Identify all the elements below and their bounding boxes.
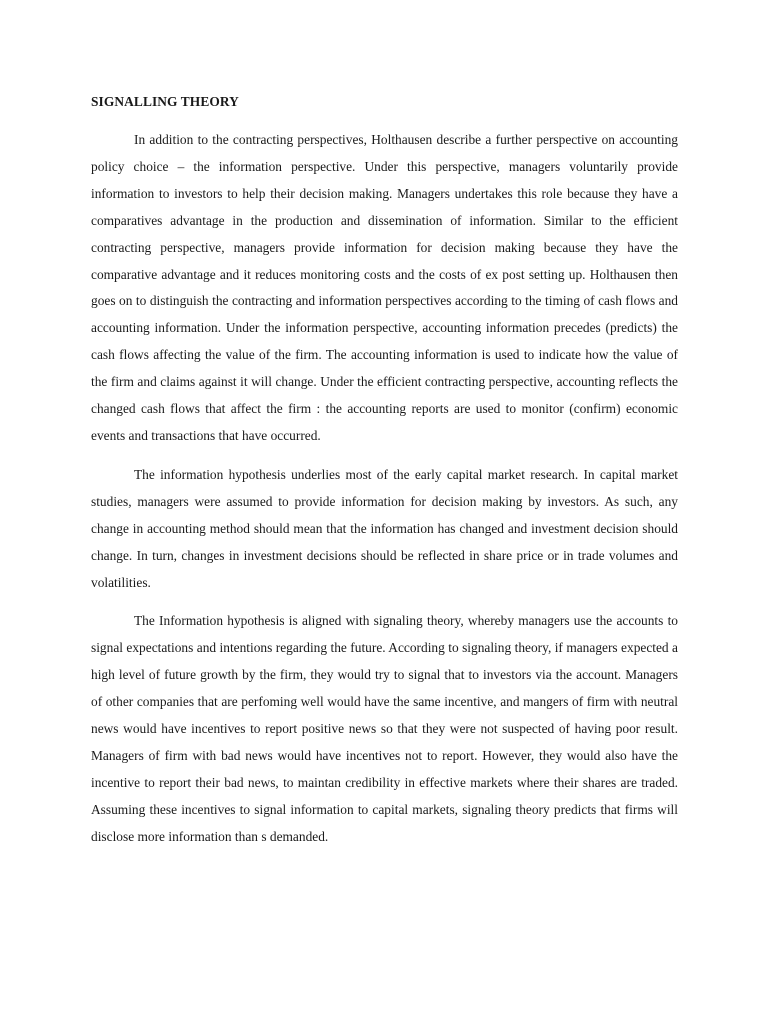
paragraph-contracting-perspectives: In addition to the contracting perspectives, Holthausen describe a further perspective on accounting policy choice – the information perspective. Under this perspective, managers voluntarily provide information to investors to help their decision making. Managers undertakes this role because they have a comparatives advantage in the production and dissemination of information. Similar to the efficient contracting perspective, managers provide information for decision making because they have the comparative advantage and it reduces monitoring costs and the costs of ex post setting up. Holthausen then goes on to distinguish the contracting and information perspectives according to the timing of cash flows and accounting information. Under the information perspective, accounting information precedes (predicts) the cash flows affecting the value of the firm. The accounting information is used to indicate how the value of the firm and claims against it will change. Under the efficient contracting perspective, accounting reflects the changed cash flows that affect the firm : the accounting reports are used to monitor (confirm) economic events and transactions that have occurred. <box>91 132 678 443</box>
document-title: SIGNALLING THEORY <box>91 94 239 109</box>
paragraph-information-hypothesis: The information hypothesis underlies most of the early capital market research. In capital market studies, managers were assumed to provide information for decision making by investors. As such, any change in accounting method should mean that the information has changed and investment decision should change. In turn, changes in investment decisions should be reflected in share price or in trade volumes and volatilities. <box>91 466 678 590</box>
document-body <box>91 92 678 863</box>
paragraph-signaling-theory: The Information hypothesis is aligned with signaling theory, whereby managers use the accounts to signal expectations and intentions regarding the future. According to signaling theory, if managers expected a high level of future growth by the firm, they would try to signal that to investors via the account. Managers of other companies that are perfoming well would have the same incentive, and mangers of firm with neutral news would have incentives to report positive news so that they were not suspected of having poor result. Managers of firm with bad news would have incentives not to report. However, they would also have the incentive to report their bad news, to maintan credibility in effective markets where their shares are traded. Assuming these incentives to signal information to capital markets, signaling theory predicts that firms will disclose more information than s demanded. <box>91 613 678 844</box>
